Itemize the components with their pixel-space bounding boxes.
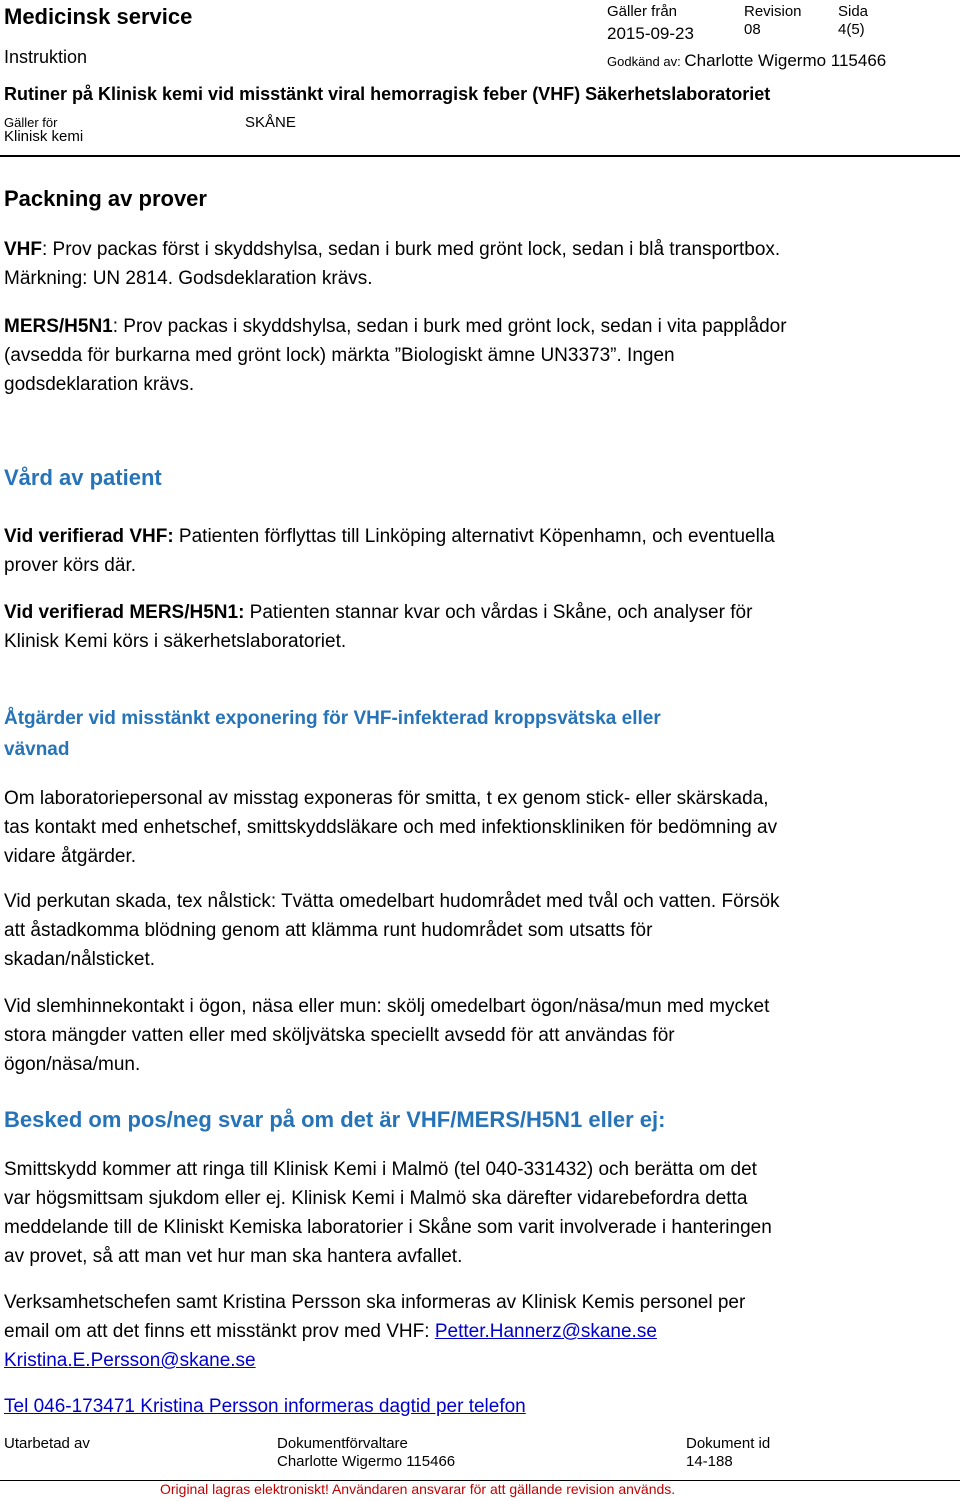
care-mers-text-2: Klinisk Kemi körs i säkerhetslaboratoriet. (4, 631, 347, 652)
care-vhf-text-2: prover körs där. (4, 555, 136, 576)
phone-link[interactable]: Tel 046-173471 Kristina Persson informeras dagtid per telefon (4, 1396, 526, 1417)
exposure-paragraph-1 (4, 784, 956, 871)
care-mers-lead: Vid verifierad MERS/H5N1: (4, 602, 245, 623)
mers-lead: MERS/H5N1 (4, 316, 113, 337)
exposure-p1-line-3: vidare åtgärder. (4, 846, 137, 867)
exposure-p3-line-3: ögon/näsa/mun. (4, 1054, 141, 1075)
care-vhf-lead: Vid verifierad VHF: (4, 526, 174, 547)
footer-prepared-label: Utarbetad av (4, 1435, 90, 1452)
packing-vhf-paragraph (4, 235, 956, 293)
results-p1-line-1: Smittskydd kommer att ringa till Klinisk Kemi i Malmö (tel 040-331432) och berätta om det (4, 1159, 757, 1180)
section-heading-care: Vård av patient (4, 465, 162, 490)
care-vhf-paragraph (4, 522, 956, 580)
approved-value: Charlotte Wigermo 115466 (684, 51, 887, 70)
exposure-p2-line-1: Vid perkutan skada, tex nålstick: Tvätta omedelbart hudområdet med tvål och vatten. Försök (4, 891, 780, 912)
exposure-paragraph-2 (4, 887, 956, 974)
document-type: Instruktion (4, 47, 88, 67)
section-heading-exposure (4, 703, 956, 765)
footer-owner-value: Charlotte Wigermo 115466 (277, 1453, 456, 1470)
exposure-heading-line-2: vävnad (4, 739, 70, 760)
page-label: Sida (838, 3, 869, 20)
applies-label: Gäller för (4, 115, 58, 130)
exposure-p3-line-1: Vid slemhinnekontakt i ögon, näsa eller mun: skölj omedelbart ögon/näsa/mun med mycket (4, 996, 770, 1017)
footer-docid-label: Dokument id (686, 1435, 771, 1452)
footer-warning: Original lagras elektroniskt! Användaren ansvarar för att gällande revision används. (160, 1481, 676, 1497)
region-label: SKÅNE (245, 114, 296, 131)
section-heading-packing: Packning av prover (4, 186, 207, 211)
org-name: Medicinsk service (4, 4, 193, 29)
exposure-p1-line-2: tas kontakt med enhetschef, smittskyddsläkare och med infektionskliniken för bedömning av (4, 817, 778, 838)
document-title: Rutiner på Klinisk kemi vid misstänkt viral hemorragisk feber (VHF) Säkerhetslaboratoriet (4, 84, 771, 104)
section-heading-results: Besked om pos/neg svar på om det är VHF/MERS/H5N1 eller ej: (4, 1107, 666, 1132)
exposure-p2-line-2: att åstadkomma blödning genom att klämma runt hudområdet som utsatts för (4, 920, 653, 941)
results-p1-line-2: var högsmittsam sjukdom eller ej. Klinisk Kemi i Malmö ska därefter vidarebefordra detta (4, 1188, 748, 1209)
footer-docid-value: 14-188 (686, 1453, 733, 1470)
vhf-lead: VHF (4, 239, 42, 260)
mers-text-2: (avsedda för burkarna med grönt lock) märkta ”Biologiskt ämne UN3373”. Ingen (4, 345, 675, 366)
vhf-text-2: Märkning: UN 2814. Godsdeklaration krävs. (4, 268, 373, 289)
results-paragraph-2 (4, 1288, 956, 1375)
exposure-p2-line-3: skadan/nålsticket. (4, 949, 156, 970)
valid-from-value: 2015-09-23 (607, 24, 694, 43)
care-mers-paragraph (4, 598, 956, 656)
mers-text-3: godsdeklaration krävs. (4, 374, 195, 395)
approved-label: Godkänd av: (607, 54, 681, 69)
exposure-p1-line-1: Om laboratoriepersonal av misstag exponeras för smitta, t ex genom stick- eller skärskada, (4, 788, 769, 809)
results-p1-line-4: av provet, så att man vet hur man ska hantera avfallet. (4, 1246, 463, 1267)
results-p2-line-2: email om att det finns ett misstänkt prov med VHF: (4, 1321, 435, 1342)
mers-text: : Prov packas i skyddshylsa, sedan i burk med grönt lock, sedan i vita papplådor (112, 316, 787, 337)
results-p1-line-3: meddelande till de Kliniskt Kemiska laboratorier i Skåne som varit involverade i hanteringen (4, 1217, 772, 1238)
packing-mers-paragraph (4, 312, 956, 399)
care-mers-text: Patienten stannar kvar och vårdas i Skåne, och analyser för (244, 602, 753, 623)
exposure-heading-line-1: Åtgärder vid misstänkt exponering för VHF-infekterad kroppsvätska eller (4, 708, 661, 729)
header-divider (0, 155, 960, 157)
exposure-p3-line-2: stora mängder vatten eller med sköljvätska speciellt avsedd för att användas för (4, 1025, 675, 1046)
vhf-text: : Prov packas först i skyddshylsa, sedan i burk med grönt lock, sedan i blå transportbox. (42, 239, 781, 260)
approved-by (607, 51, 886, 71)
applies-value: Klinisk kemi (4, 128, 84, 145)
care-vhf-text: Patienten förflyttas till Linköping alternativt Köpenhamn, och eventuella (173, 526, 775, 547)
footer-owner-label: Dokumentförvaltare (277, 1435, 408, 1452)
results-paragraph-1 (4, 1155, 956, 1271)
revision-value: 08 (744, 21, 761, 38)
email-link-kristina[interactable]: Kristina.E.Persson@skane.se (4, 1350, 256, 1371)
email-link-petter[interactable]: Petter.Hannerz@skane.se (434, 1321, 657, 1342)
valid-from-label: Gäller från (607, 3, 678, 20)
revision-label: Revision (744, 3, 802, 20)
exposure-paragraph-3 (4, 992, 956, 1079)
results-p2-line-1: Verksamhetschefen samt Kristina Persson ska informeras av Klinisk Kemis personel per (4, 1292, 746, 1313)
page-value: 4(5) (838, 21, 865, 38)
phone-paragraph (4, 1392, 956, 1421)
